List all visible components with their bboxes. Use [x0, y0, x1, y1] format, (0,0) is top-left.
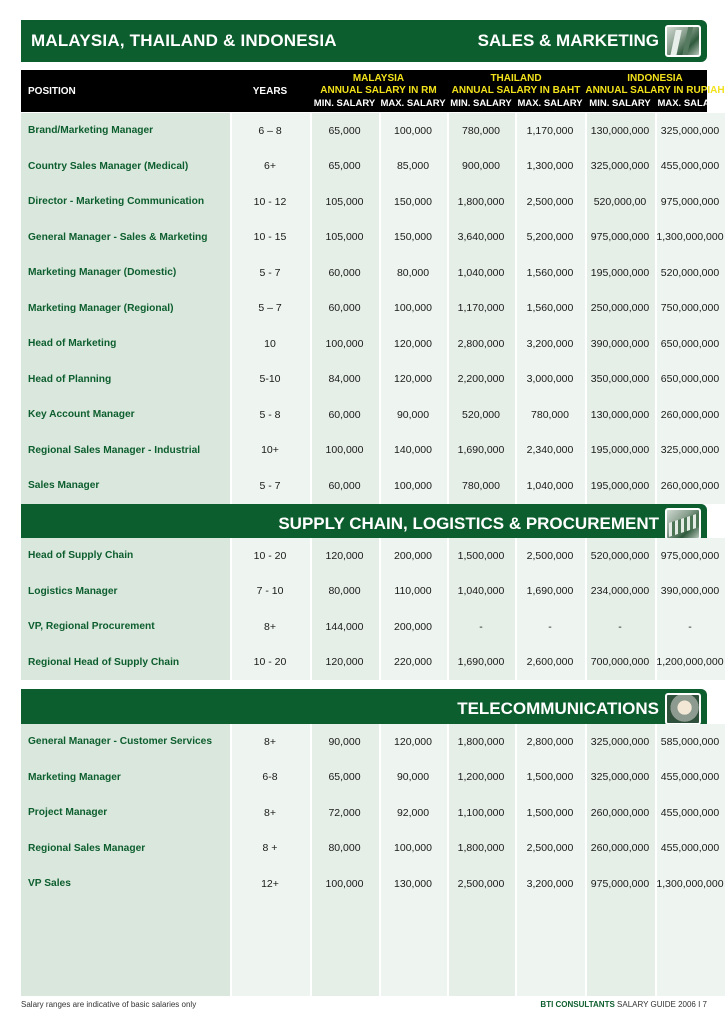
footer-guide: SALARY GUIDE 2006 I 7	[614, 1000, 707, 1009]
position-cell: Marketing Manager	[28, 771, 121, 783]
section-title: SALES & MARKETING	[477, 31, 659, 50]
th-min-salary-cell: 1,200,000	[457, 771, 505, 784]
position-cell: Regional Sales Manager	[28, 842, 146, 854]
my-max-salary-cell: 100,000	[394, 479, 432, 492]
id-max-salary-cell: 455,000,000	[660, 771, 720, 784]
col-header-position: POSITION	[28, 86, 76, 97]
id-max-salary-cell: -	[688, 620, 692, 633]
th-max-salary-cell: 2,800,000	[526, 735, 574, 748]
id-max-salary-cell: 1,300,000,000	[656, 877, 724, 890]
th-max-salary-cell: 1,170,000	[526, 124, 574, 137]
th-max-salary-cell: -	[548, 620, 552, 633]
col-header-th-max: MAX. SALARY	[517, 98, 583, 109]
id-min-salary-cell: 234,000,000	[590, 585, 650, 598]
th-min-salary-cell: 2,800,000	[457, 337, 505, 350]
position-cell: Brand/Marketing Manager	[28, 125, 154, 137]
th-max-salary-cell: 1,560,000	[526, 266, 574, 279]
years-cell: 5 - 7	[259, 479, 281, 492]
th-min-salary-cell: 1,690,000	[457, 656, 505, 669]
position-cell: Sales Manager	[28, 480, 100, 492]
th-max-salary-cell: 1,500,000	[526, 771, 574, 784]
col-header-thailand: THAILAND	[490, 73, 542, 84]
my-max-salary-cell: 200,000	[394, 620, 432, 633]
years-cell: 6 – 8	[258, 124, 282, 137]
position-cell: VP, Regional Procurement	[28, 621, 155, 633]
th-max-salary-cell: 3,200,000	[526, 877, 574, 890]
table-row	[21, 220, 724, 256]
table-row	[21, 149, 720, 185]
my-min-salary-cell: 90,000	[328, 735, 361, 748]
my-min-salary-cell: 80,000	[328, 842, 361, 855]
table-row	[21, 433, 720, 469]
col-header-my-max: MAX. SALARY	[380, 98, 446, 109]
footer-brand: BTI CONSULTANTS	[540, 1000, 615, 1009]
years-cell: 10+	[261, 444, 279, 457]
table-row	[21, 326, 720, 362]
col-header-id-max: MAX. SALARY	[657, 98, 723, 109]
buildings-photo-icon	[665, 25, 701, 57]
section-title: SUPPLY CHAIN, LOGISTICS & PROCUREMENT	[278, 514, 659, 533]
th-min-salary-cell: 1,500,000	[457, 549, 505, 562]
id-max-salary-cell: 455,000,000	[660, 806, 720, 819]
position-cell: Head of Supply Chain	[28, 550, 134, 562]
id-min-salary-cell: 390,000,000	[590, 337, 650, 350]
my-max-salary-cell: 110,000	[394, 585, 432, 598]
th-min-salary-cell: 520,000	[462, 408, 500, 421]
id-max-salary-cell: 260,000,000	[660, 479, 720, 492]
id-max-salary-cell: 975,000,000	[660, 549, 720, 562]
telephone-operator-photo-icon	[665, 693, 701, 725]
th-min-salary-cell: 900,000	[462, 160, 500, 173]
th-min-salary-cell: 1,800,000	[457, 735, 505, 748]
my-min-salary-cell: 100,000	[325, 444, 364, 457]
col-header-thailand-sub: ANNUAL SALARY IN BAHT	[451, 85, 581, 96]
id-min-salary-cell: 195,000,000	[590, 266, 650, 279]
col-header-indonesia-sub: ANNUAL SALARY IN RUPIAH	[585, 85, 725, 96]
my-max-salary-cell: 90,000	[396, 408, 430, 421]
section-banner-sales-marketing	[21, 20, 707, 62]
years-cell: 5 - 7	[259, 266, 281, 279]
my-min-salary-cell: 100,000	[325, 337, 364, 350]
years-cell: 12+	[261, 877, 279, 890]
position-cell: Head of Planning	[28, 373, 112, 385]
table-row	[21, 291, 720, 327]
my-min-salary-cell: 72,000	[328, 806, 361, 819]
id-max-salary-cell: 1,300,000,000	[656, 231, 724, 244]
table-row	[21, 866, 724, 902]
col-header-indonesia: INDONESIA	[627, 73, 683, 84]
table-row	[21, 397, 720, 433]
id-min-salary-cell: 260,000,000	[590, 842, 650, 855]
table-row	[21, 184, 720, 220]
col-header-years: YEARS	[252, 86, 288, 97]
table-row	[21, 795, 720, 831]
my-max-salary-cell: 90,000	[396, 771, 430, 784]
section-title: TELECOMMUNICATIONS	[457, 699, 659, 718]
my-max-salary-cell: 130,000	[394, 877, 432, 890]
my-min-salary-cell: 60,000	[328, 302, 361, 315]
my-min-salary-cell: 65,000	[328, 771, 361, 784]
years-cell: 8 +	[262, 842, 278, 855]
th-min-salary-cell: 2,200,000	[457, 373, 505, 386]
position-cell: Logistics Manager	[28, 585, 118, 597]
my-max-salary-cell: 120,000	[394, 735, 432, 748]
id-min-salary-cell: 350,000,000	[590, 373, 650, 386]
my-min-salary-cell: 60,000	[328, 408, 361, 421]
th-min-salary-cell: 780,000	[462, 479, 500, 492]
id-min-salary-cell: 975,000,000	[590, 231, 650, 244]
th-max-salary-cell: 3,000,000	[526, 373, 574, 386]
id-max-salary-cell: 325,000,000	[660, 444, 720, 457]
col-header-my-min: MIN. SALARY	[313, 98, 376, 109]
years-cell: 10 - 15	[253, 231, 287, 244]
th-max-salary-cell: 1,300,000	[526, 160, 574, 173]
th-min-salary-cell: 1,690,000	[457, 444, 505, 457]
id-max-salary-cell: 455,000,000	[660, 160, 720, 173]
position-cell: Key Account Manager	[28, 409, 135, 421]
my-min-salary-cell: 65,000	[328, 160, 361, 173]
id-min-salary-cell: 520,000,00	[593, 195, 647, 208]
th-max-salary-cell: 1,500,000	[526, 806, 574, 819]
years-cell: 10	[264, 337, 276, 350]
th-max-salary-cell: 2,340,000	[526, 444, 574, 457]
col-header-malaysia: MALAYSIA	[352, 73, 405, 84]
id-min-salary-cell: 325,000,000	[590, 771, 650, 784]
years-cell: 10 - 20	[253, 656, 287, 669]
my-max-salary-cell: 85,000	[396, 160, 430, 173]
table-row	[21, 645, 724, 681]
th-max-salary-cell: 1,560,000	[526, 302, 574, 315]
th-max-salary-cell: 2,500,000	[526, 195, 574, 208]
id-min-salary-cell: 195,000,000	[590, 444, 650, 457]
salary-table-sales-marketing	[21, 113, 724, 504]
position-cell: General Manager - Customer Services	[28, 736, 213, 748]
years-cell: 8+	[264, 620, 276, 633]
id-min-salary-cell: 520,000,000	[590, 549, 650, 562]
my-min-salary-cell: 65,000	[328, 124, 361, 137]
position-cell: Regional Head of Supply Chain	[28, 656, 180, 668]
table-row	[21, 468, 720, 504]
id-max-salary-cell: 260,000,000	[660, 408, 720, 421]
years-cell: 8+	[264, 735, 276, 748]
id-min-salary-cell: 975,000,000	[590, 877, 650, 890]
my-max-salary-cell: 92,000	[396, 806, 430, 819]
col-header-th-min: MIN. SALARY	[450, 98, 512, 109]
warehouse-photo-icon	[665, 508, 701, 540]
th-min-salary-cell: 1,100,000	[457, 806, 505, 819]
id-max-salary-cell: 390,000,000	[660, 585, 720, 598]
th-max-salary-cell: 1,690,000	[526, 585, 574, 598]
th-min-salary-cell: 1,170,000	[457, 302, 505, 315]
years-cell: 6-8	[262, 771, 278, 784]
my-max-salary-cell: 220,000	[394, 656, 432, 669]
th-min-salary-cell: 1,040,000	[457, 266, 505, 279]
th-max-salary-cell: 2,500,000	[526, 549, 574, 562]
years-cell: 5-10	[259, 373, 281, 386]
id-min-salary-cell: 260,000,000	[590, 806, 650, 819]
col-header-malaysia-sub: ANNUAL SALARY IN RM	[320, 85, 437, 96]
my-min-salary-cell: 144,000	[325, 620, 364, 633]
id-max-salary-cell: 325,000,000	[660, 124, 720, 137]
years-cell: 6+	[264, 160, 276, 173]
id-min-salary-cell: 250,000,000	[590, 302, 650, 315]
th-max-salary-cell: 5,200,000	[526, 231, 574, 244]
id-min-salary-cell: 130,000,000	[590, 124, 650, 137]
section-banner-telecommunications	[21, 689, 707, 729]
page-footer	[21, 1000, 707, 1009]
position-cell: Director - Marketing Communication	[28, 196, 205, 208]
column-header-bar	[21, 70, 725, 112]
id-min-salary-cell: 325,000,000	[590, 160, 650, 173]
th-max-salary-cell: 3,200,000	[526, 337, 574, 350]
table-row	[21, 255, 720, 291]
years-cell: 5 - 8	[259, 408, 281, 421]
col-header-id-min: MIN. SALARY	[589, 98, 651, 109]
my-min-salary-cell: 120,000	[325, 656, 364, 669]
th-max-salary-cell: 2,600,000	[526, 656, 574, 669]
position-cell: VP Sales	[28, 878, 71, 890]
id-max-salary-cell: 650,000,000	[660, 337, 720, 350]
years-cell: 10 - 20	[253, 549, 287, 562]
salary-table-supply-chain	[21, 538, 724, 680]
years-cell: 5 – 7	[258, 302, 282, 315]
my-max-salary-cell: 100,000	[394, 842, 432, 855]
th-min-salary-cell: 780,000	[462, 124, 500, 137]
id-max-salary-cell: 650,000,000	[660, 373, 720, 386]
my-max-salary-cell: 80,000	[396, 266, 430, 279]
my-max-salary-cell: 120,000	[394, 337, 432, 350]
position-cell: General Manager - Sales & Marketing	[28, 231, 208, 243]
th-min-salary-cell: 3,640,000	[457, 231, 505, 244]
id-max-salary-cell: 750,000,000	[660, 302, 720, 315]
id-max-salary-cell: 1,200,000,000	[656, 656, 724, 669]
region-title: MALAYSIA, THAILAND & INDONESIA	[31, 31, 337, 50]
my-min-salary-cell: 80,000	[328, 585, 361, 598]
table-row	[21, 831, 720, 867]
id-min-salary-cell: 195,000,000	[590, 479, 650, 492]
footer-brand-line	[540, 1000, 707, 1009]
my-min-salary-cell: 100,000	[325, 877, 364, 890]
th-max-salary-cell: 2,500,000	[526, 842, 574, 855]
my-max-salary-cell: 120,000	[394, 373, 432, 386]
id-max-salary-cell: 455,000,000	[660, 842, 720, 855]
my-min-salary-cell: 105,000	[325, 231, 364, 244]
th-max-salary-cell: 780,000	[531, 408, 569, 421]
my-min-salary-cell: 120,000	[325, 549, 364, 562]
position-cell: Head of Marketing	[28, 338, 117, 350]
table-row	[21, 538, 720, 574]
position-cell: Marketing Manager (Domestic)	[28, 267, 177, 279]
position-cell: Marketing Manager (Regional)	[28, 302, 174, 314]
th-min-salary-cell: -	[479, 620, 483, 633]
my-min-salary-cell: 60,000	[328, 479, 361, 492]
my-max-salary-cell: 100,000	[394, 302, 432, 315]
salary-table-telecommunications	[21, 724, 724, 902]
id-min-salary-cell: 700,000,000	[590, 656, 650, 669]
th-min-salary-cell: 1,800,000	[457, 842, 505, 855]
table-row	[21, 362, 720, 398]
id-max-salary-cell: 520,000,000	[660, 266, 720, 279]
my-max-salary-cell: 100,000	[394, 124, 432, 137]
position-cell: Country Sales Manager (Medical)	[28, 160, 189, 172]
id-min-salary-cell: 325,000,000	[590, 735, 650, 748]
table-row	[21, 724, 720, 760]
th-min-salary-cell: 1,040,000	[457, 585, 505, 598]
th-min-salary-cell: 2,500,000	[457, 877, 505, 890]
table-row	[21, 574, 720, 610]
my-min-salary-cell: 105,000	[325, 195, 364, 208]
my-min-salary-cell: 84,000	[328, 373, 361, 386]
table-row	[21, 609, 707, 645]
my-min-salary-cell: 60,000	[328, 266, 361, 279]
id-min-salary-cell: -	[618, 620, 622, 633]
id-max-salary-cell: 975,000,000	[660, 195, 720, 208]
my-max-salary-cell: 140,000	[394, 444, 432, 457]
th-min-salary-cell: 1,800,000	[457, 195, 505, 208]
years-cell: 10 - 12	[253, 195, 287, 208]
years-cell: 8+	[264, 806, 276, 819]
position-cell: Project Manager	[28, 807, 108, 819]
years-cell: 7 - 10	[256, 585, 284, 598]
my-max-salary-cell: 150,000	[394, 231, 432, 244]
my-max-salary-cell: 150,000	[394, 195, 432, 208]
id-min-salary-cell: 130,000,000	[590, 408, 650, 421]
my-max-salary-cell: 200,000	[394, 549, 432, 562]
filler-area	[21, 902, 707, 996]
position-cell: Regional Sales Manager - Industrial	[28, 444, 201, 456]
th-max-salary-cell: 1,040,000	[526, 479, 574, 492]
id-max-salary-cell: 585,000,000	[660, 735, 720, 748]
table-row	[21, 760, 720, 796]
table-row	[21, 113, 720, 149]
footer-note: Salary ranges are indicative of basic salaries only	[21, 1000, 197, 1009]
